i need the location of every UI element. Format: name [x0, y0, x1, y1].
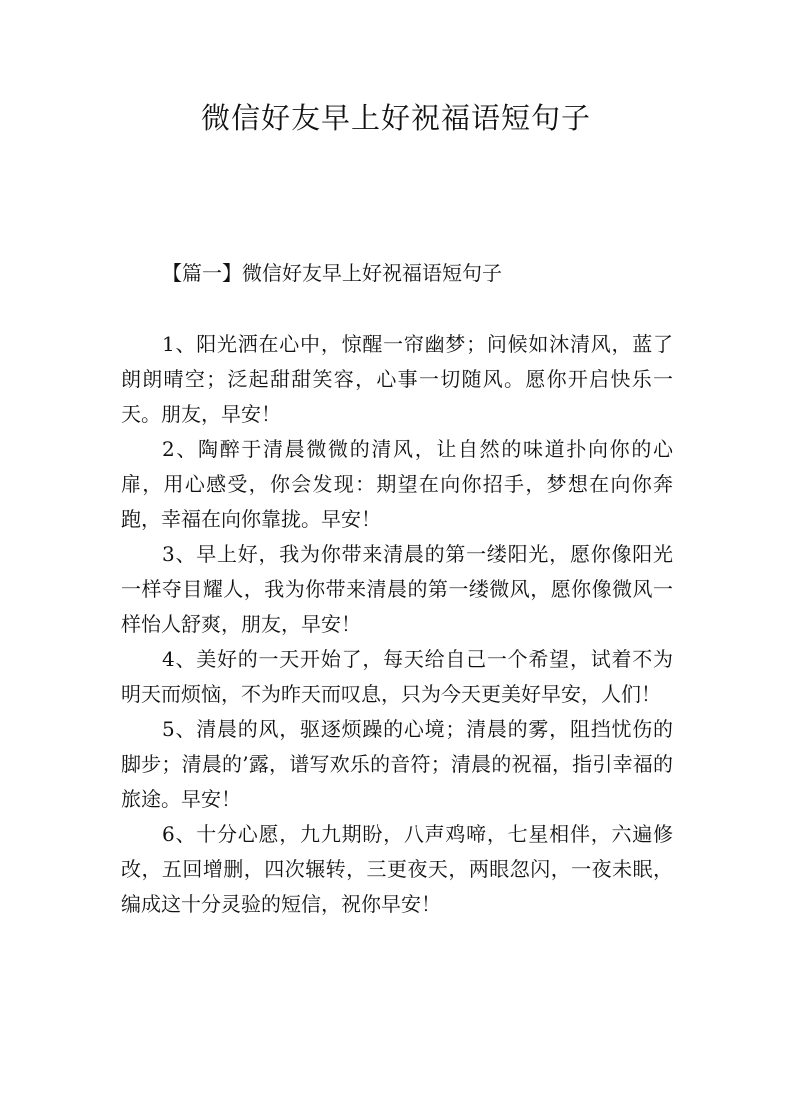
document-title: 微信好友早上好祝福语短句子	[200, 101, 591, 135]
document-body	[121, 327, 673, 922]
paragraph-6: 6、十分心愿，九九期盼，八声鸡啼，七星相伴，六遍修改，五回增删，四次辗转，三更夜天，两眼忽闪，一夜未眠，编成这十分灵验的短信，祝你早安！	[121, 822, 673, 916]
section-heading: 【篇一】微信好友早上好祝福语短句子	[162, 261, 502, 285]
paragraph-2: 2、陶醉于清晨微微的清风，让自然的味道扑向你的心扉，用心感受，你会发现：期望在向你招手，梦想在向你奔跑，幸福在向你靠拢。早安！	[121, 437, 673, 531]
paragraph-5: 5、清晨的风，驱逐烦躁的心境；清晨的雾，阻挡忧伤的脚步；清晨的’露，谱写欢乐的音符；清晨的祝福，指引幸福的旅途。早安！	[121, 717, 673, 811]
paragraph-4: 4、美好的一天开始了，每天给自己一个希望，试着不为明天而烦恼，不为昨天而叹息，只为今天更美好早安，人们！	[121, 647, 673, 706]
paragraph-1: 1、阳光洒在心中，惊醒一帘幽梦；问候如沐清风，蓝了朗朗晴空；泛起甜甜笑容，心事一切随风。愿你开启快乐一天。朋友，早安！	[121, 332, 673, 426]
paragraph-3: 3、早上好，我为你带来清晨的第一缕阳光，愿你像阳光一样夺目耀人，我为你带来清晨的第一缕微风，愿你像微风一样怡人舒爽，朋友，早安！	[121, 542, 673, 636]
